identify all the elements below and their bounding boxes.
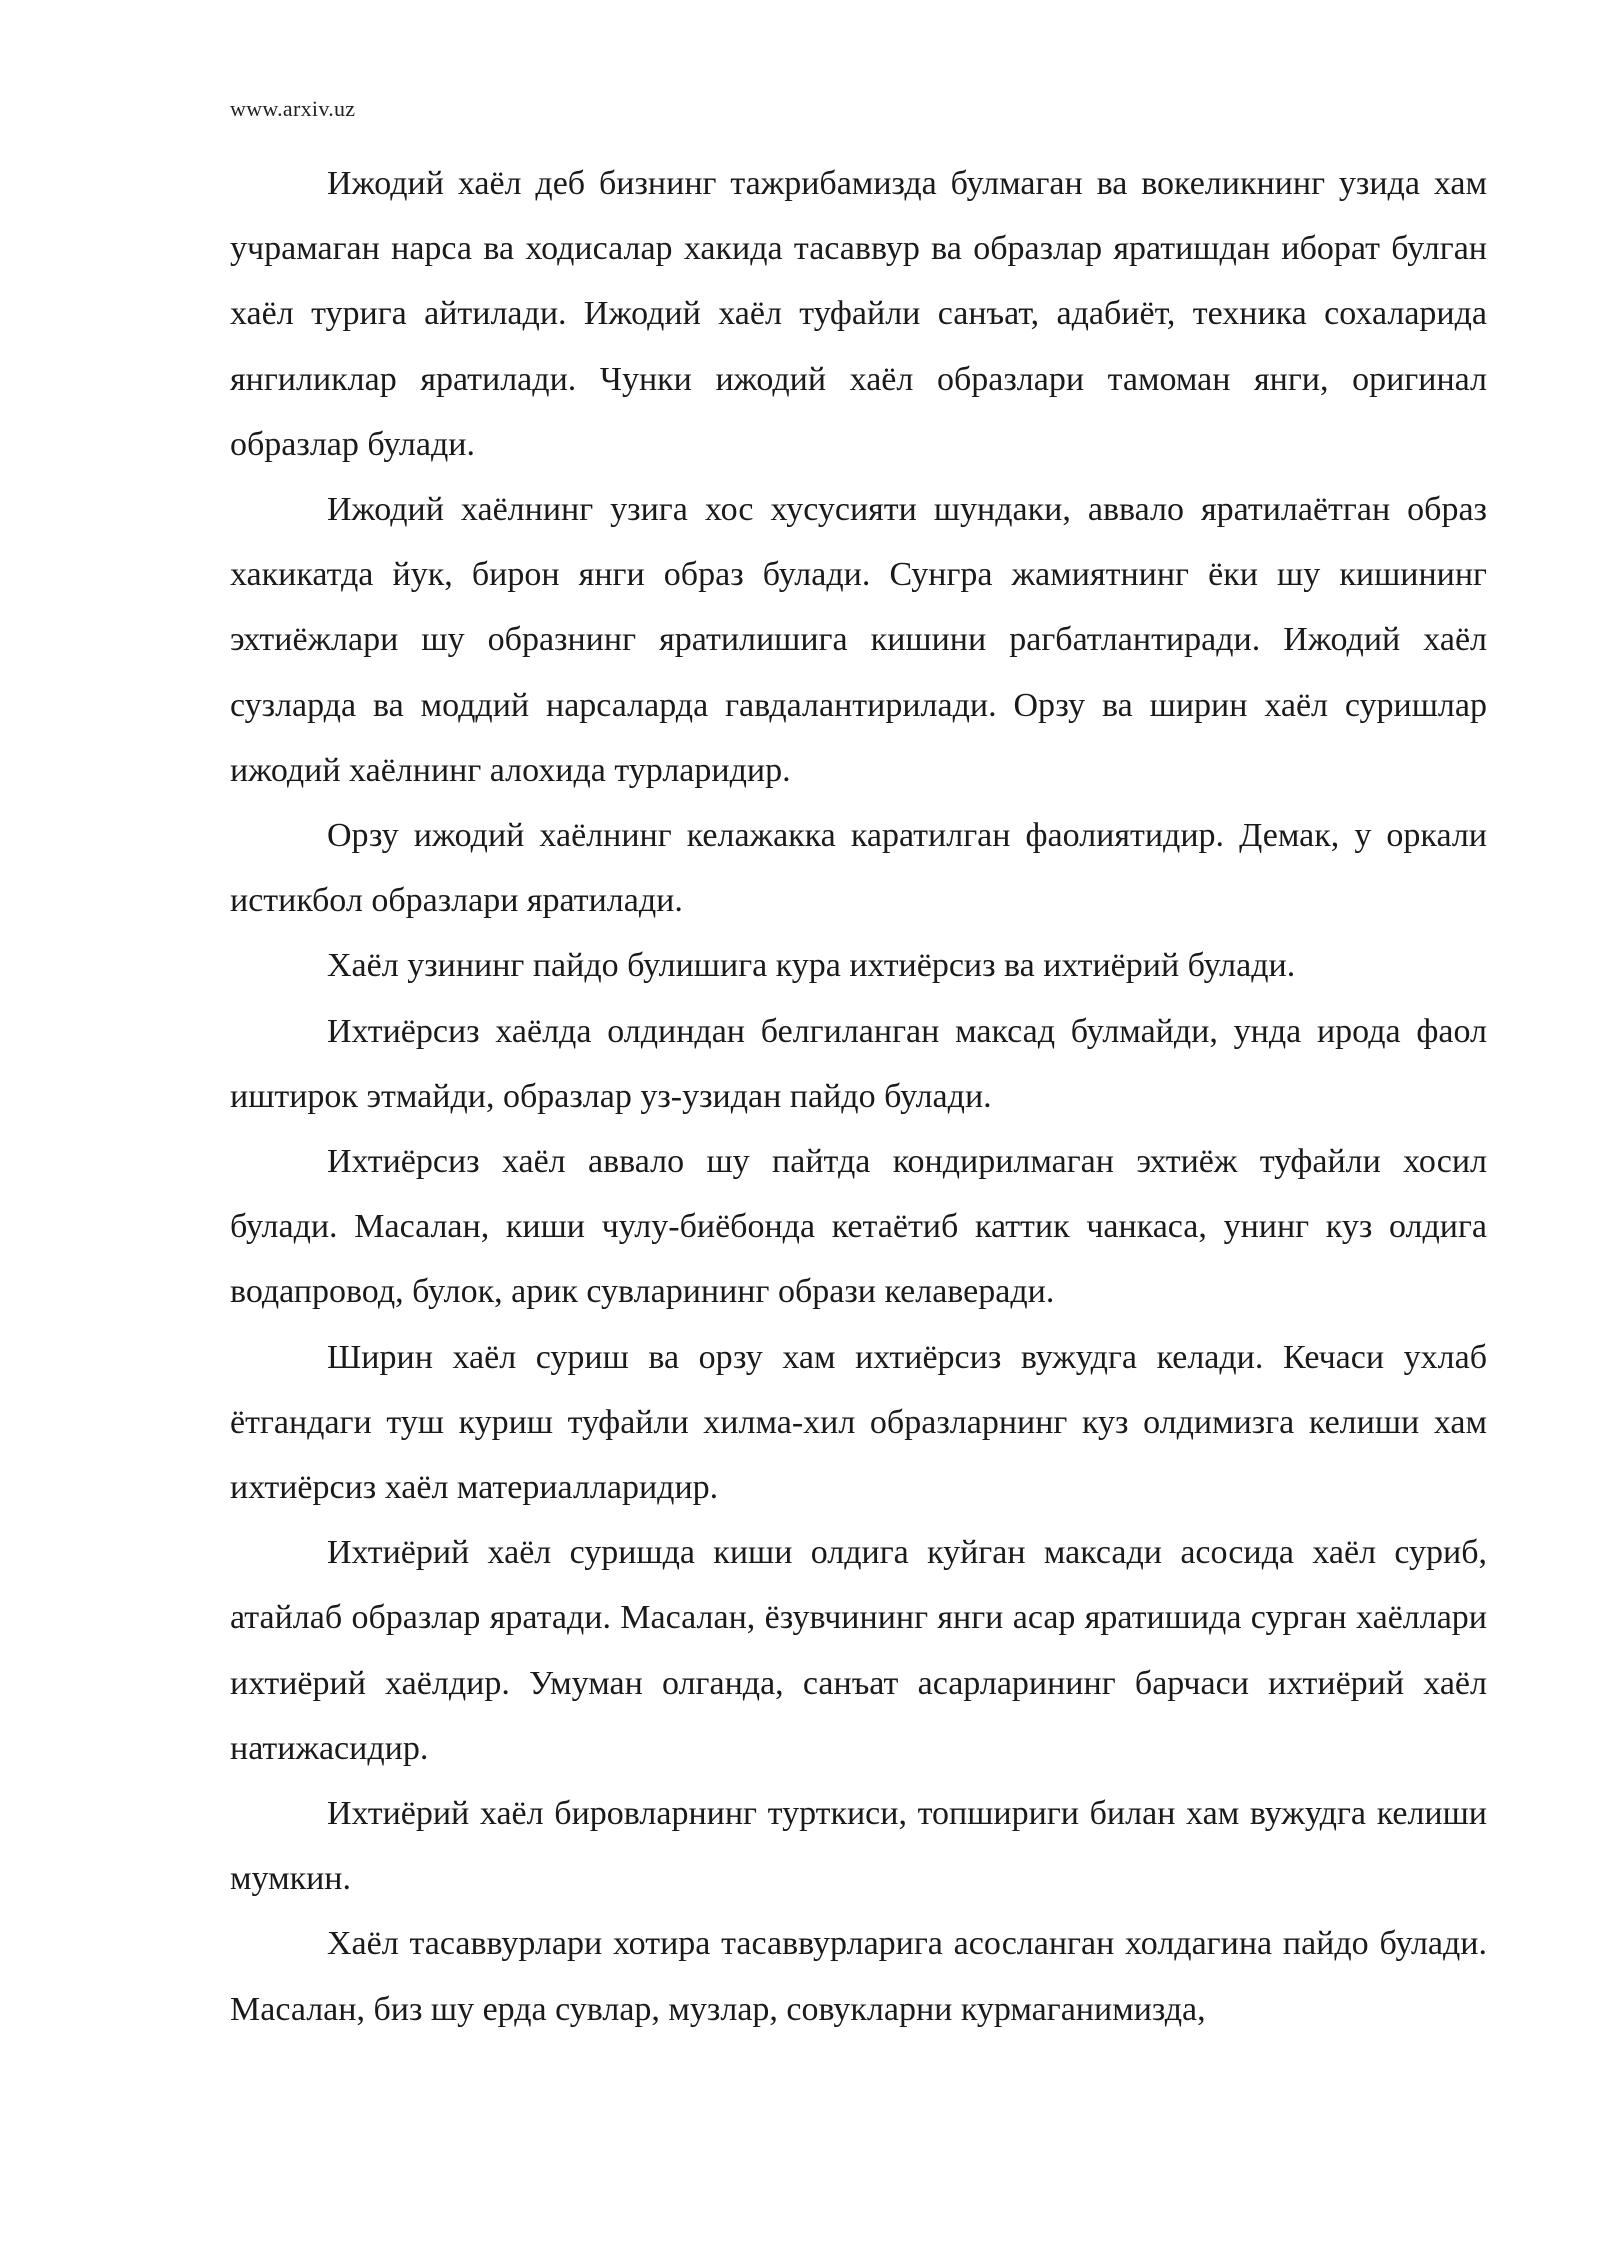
paragraph-7: Ширин хаёл суриш ва орзу хам ихтиёрсиз вужудга келади. Кечаси ухлаб ётгандаги туш куриш туфайли хилма-хил образларнинг куз олдимизга келиши хам ихтиёрсиз хаёл материалларидир. — [230, 1338, 1487, 1507]
paragraph-2: Ижодий хаёлнинг узига хос хусусияти шундаки, аввало яратилаётган образ хакикатда йук, бирон янги образ булади. Сунгра жамиятнинг ёки шу кишининг эхтиёжлари шу образнинг яратилишига кишини рагбатлантиради. Ижодий хаёл сузларда ва моддий нарсаларда гавдалантирилади. Орзу ва ширин хаёл суришлар ижодий хаёлнинг алохида турларидир. — [230, 491, 1487, 789]
paragraph-6: Ихтиёрсиз хаёл аввало шу пайтда кондирилмаган эхтиёж туфайли хосил булади. Масалан, киши чулу-биёбонда кетаётиб каттик чанкаса, унинг куз олдига водапровод, булок, арик сувларининг образи келаверади. — [230, 1143, 1487, 1311]
header-url: www.arxiv.uz — [230, 96, 356, 121]
document-body — [230, 151, 1487, 2042]
paragraph-4: Хаёл узининг пайдо булишига кура ихтиёрсиз ва ихтиёрий булади. — [327, 947, 1296, 985]
paragraph-9: Ихтиёрий хаёл бировларнинг турткиси, топшириги билан хам вужудга келиши мумкин. — [230, 1795, 1487, 1898]
paragraph-5: Ихтиёрсиз хаёлда олдиндан белгиланган максад булмайди, унда ирода фаол иштирок этмайди, образлар уз-узидан пайдо булади. — [230, 1012, 1487, 1115]
paragraph-8: Ихтиёрий хаёл суришда киши олдига куйган максади асосида хаёл суриб, атайлаб образлар яратади. Масалан, ёзувчининг янги асар яратишида сурган хаёллари ихтиёрий хаёлдир. Умуман олганда, санъат асарларининг барчаси ихтиёрий хаёл натижасидир. — [230, 1534, 1487, 1767]
paragraph-10: Хаёл тасаввурлари хотира тасаввурларига асосланган холдагина пайдо булади. Масалан, биз шу ерда сувлар, музлар, совукларни курмаганимизда, — [230, 1925, 1487, 2028]
paragraph-1: Ижодий хаёл деб бизнинг тажрибамизда булмаган ва вокеликнинг узида хам учрамаган нарса ва ходисалар хакида тасаввур ва образлар яратишдан иборат булган хаёл турига айтилади. Ижодий хаёл туфайли санъат, адабиёт, техника сохаларида янгиликлар яратилади. Чунки ижодий хаёл образлари тамоман янги, оригинал образлар булади. — [230, 165, 1487, 463]
paragraph-3: Орзу ижодий хаёлнинг келажакка каратилган фаолиятидир. Демак, у оркали истикбол образлари яратилади. — [230, 817, 1487, 920]
